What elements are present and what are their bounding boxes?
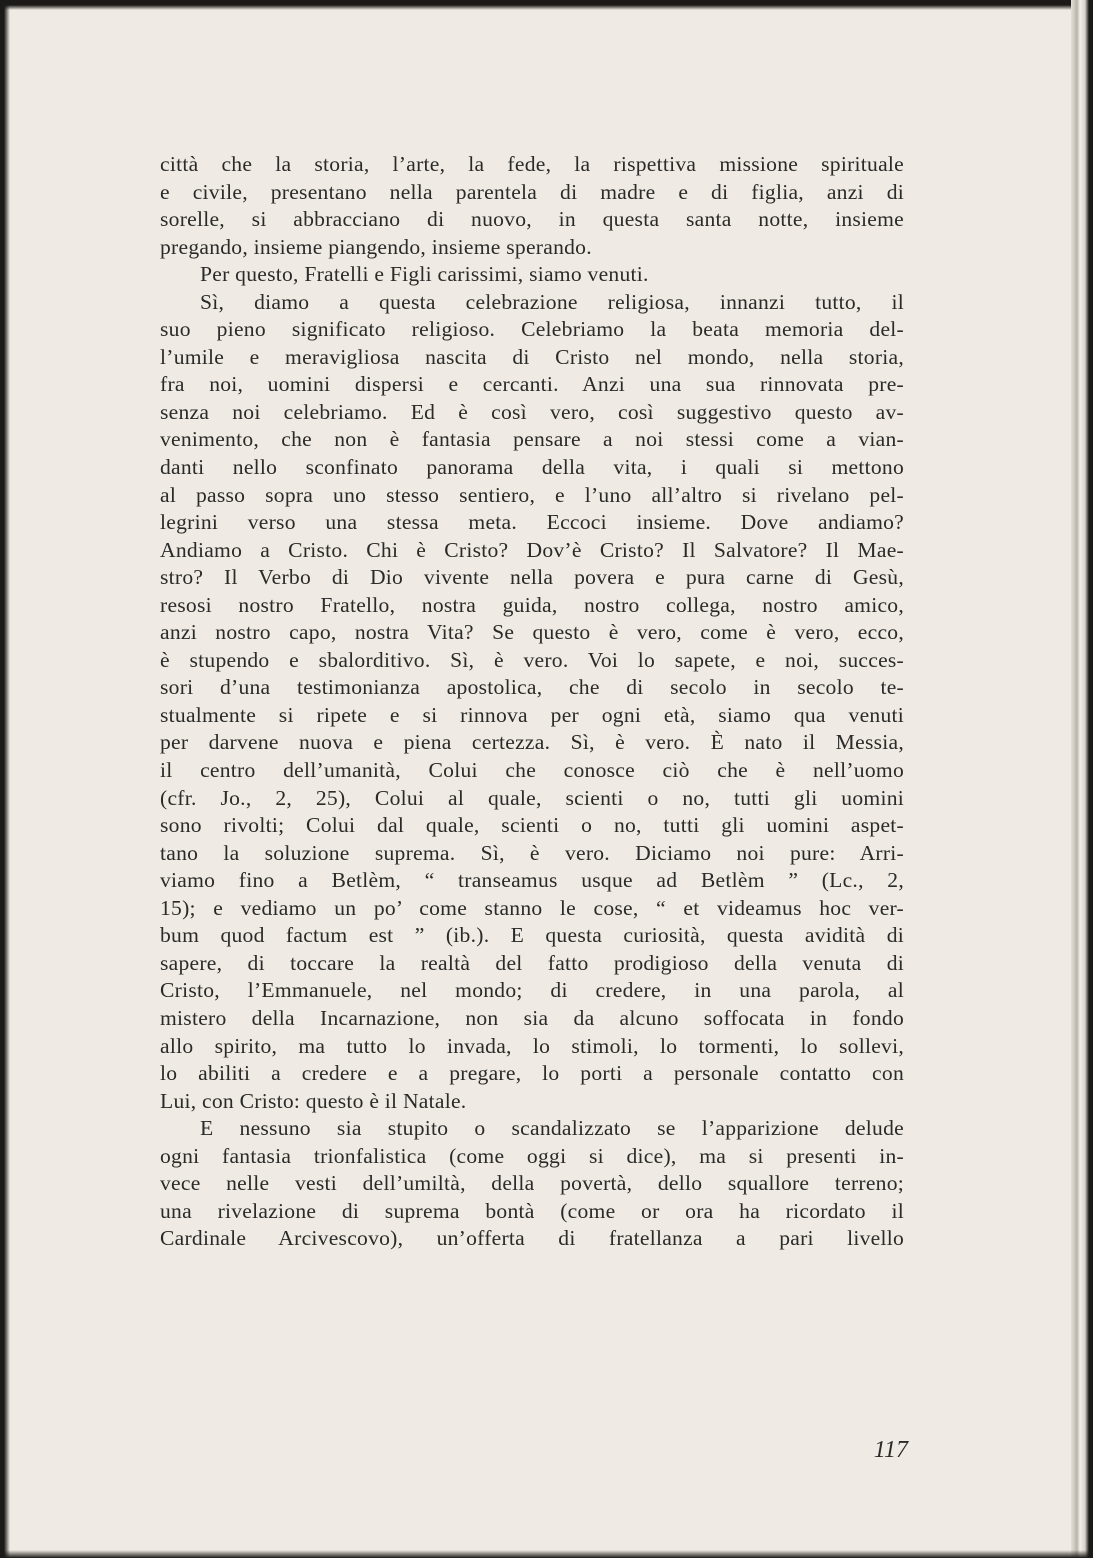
text-line: allo spirito, ma tutto lo invada, lo stimoli, lo tormenti, lo sollevi, xyxy=(160,1033,904,1058)
text-line: anzi nostro capo, nostra Vita? Se questo è vero, come è vero, ecco, xyxy=(160,620,904,645)
text-line: sorelle, si abbracciano di nuovo, in questa santa notte, insieme xyxy=(160,207,904,232)
text-line: Cristo, l’Emmanuele, nel mondo; di credere, in una parola, al xyxy=(160,978,904,1003)
text-line: mistero della Incarnazione, non sia da alcuno soffocata in fondo xyxy=(160,1005,904,1030)
text-line: (cfr. Jo., 2, 25), Colui al quale, scienti o no, tutti gli uomini xyxy=(160,785,904,810)
text-line: suo pieno significato religioso. Celebriamo la beata memoria del- xyxy=(160,317,904,342)
body-text xyxy=(160,151,904,1253)
text-line: tano la soluzione suprema. Sì, è vero. Diciamo noi pure: Arri- xyxy=(160,840,904,865)
text-line: fra noi, uomini dispersi e cercanti. Anzi una sua rinnovata pre- xyxy=(160,372,904,397)
text-line: sori d’una testimonianza apostolica, che di secolo in secolo te- xyxy=(160,675,904,700)
text-line: pregando, insieme piangendo, insieme sperando. xyxy=(160,234,592,259)
text-line: senza noi celebriamo. Ed è così vero, così suggestivo questo av- xyxy=(160,399,904,424)
page-edge-binding xyxy=(1071,0,1093,1558)
text-line: al passo sopra uno stesso sentiero, e l’uno all’altro si rivelano pel- xyxy=(160,482,904,507)
text-line: viamo fino a Betlèm, “ transeamus usque ad Betlèm ” (Lc., 2, xyxy=(160,868,904,893)
text-line: Sì, diamo a questa celebrazione religiosa, innanzi tutto, il xyxy=(200,289,904,314)
text-line: bum quod factum est ” (ib.). E questa curiosità, questa avidità di xyxy=(160,923,904,948)
text-line: legrini verso una stessa meta. Eccoci insieme. Dove andiamo? xyxy=(160,510,904,535)
text-line: il centro dell’umanità, Colui che conosce ciò che è nell’uomo xyxy=(160,758,904,783)
text-line: Per questo, Fratelli e Figli carissimi, siamo venuti. xyxy=(200,262,649,287)
bottom-scan-shadow xyxy=(0,1550,1093,1558)
text-line: E nessuno sia stupito o scandalizzato se l’apparizione delude xyxy=(200,1116,904,1141)
text-line: una rivelazione di suprema bontà (come or ora ha ricordato il xyxy=(160,1198,904,1223)
page-number: 117 xyxy=(873,1437,908,1463)
text-line: Andiamo a Cristo. Chi è Cristo? Dov’è Cristo? Il Salvatore? Il Mae- xyxy=(160,537,904,562)
text-line: Lui, con Cristo: questo è il Natale. xyxy=(160,1088,467,1113)
text-line: 15); e vediamo un po’ come stanno le cose, “ et videamus hoc ver- xyxy=(160,895,904,920)
text-line: Cardinale Arcivescovo), un’offerta di fratellanza a pari livello xyxy=(160,1226,904,1251)
text-line: sono rivolti; Colui dal quale, scienti o no, tutti gli uomini aspet- xyxy=(160,813,904,838)
left-scan-shadow xyxy=(0,0,10,1558)
text-line: danti nello sconfinato panorama della vita, i quali si mettono xyxy=(160,455,904,480)
text-line: venimento, che non è fantasia pensare a noi stessi come a vian- xyxy=(160,427,904,452)
text-line: vece nelle vesti dell’umiltà, della povertà, dello squallore terreno; xyxy=(160,1171,904,1196)
text-line: e civile, presentano nella parentela di madre e di figlia, anzi di xyxy=(160,179,904,204)
text-line: stro? Il Verbo di Dio vivente nella povera e pura carne di Gesù, xyxy=(160,565,904,590)
text-line: lo abiliti a credere e a pregare, lo porti a personale contatto con xyxy=(160,1061,904,1086)
text-line: è stupendo e sbalorditivo. Sì, è vero. Voi lo sapete, e noi, succes- xyxy=(160,647,904,672)
text-line: per darvene nuova e piena certezza. Sì, è vero. È nato il Messia, xyxy=(160,730,904,755)
text-line: l’umile e meravigliosa nascita di Cristo nel mondo, nella storia, xyxy=(160,344,904,369)
text-line: resosi nostro Fratello, nostra guida, nostro collega, nostro amico, xyxy=(160,592,904,617)
text-line: stualmente si ripete e si rinnova per ogni età, siamo qua venuti xyxy=(160,702,904,727)
top-scan-shadow xyxy=(0,0,1093,10)
text-line: ogni fantasia trionfalistica (come oggi si dice), ma si presenti in- xyxy=(160,1143,904,1168)
text-line: sapere, di toccare la realtà del fatto prodigioso della venuta di xyxy=(160,950,904,975)
text-line: città che la storia, l’arte, la fede, la rispettiva missione spirituale xyxy=(160,152,904,176)
